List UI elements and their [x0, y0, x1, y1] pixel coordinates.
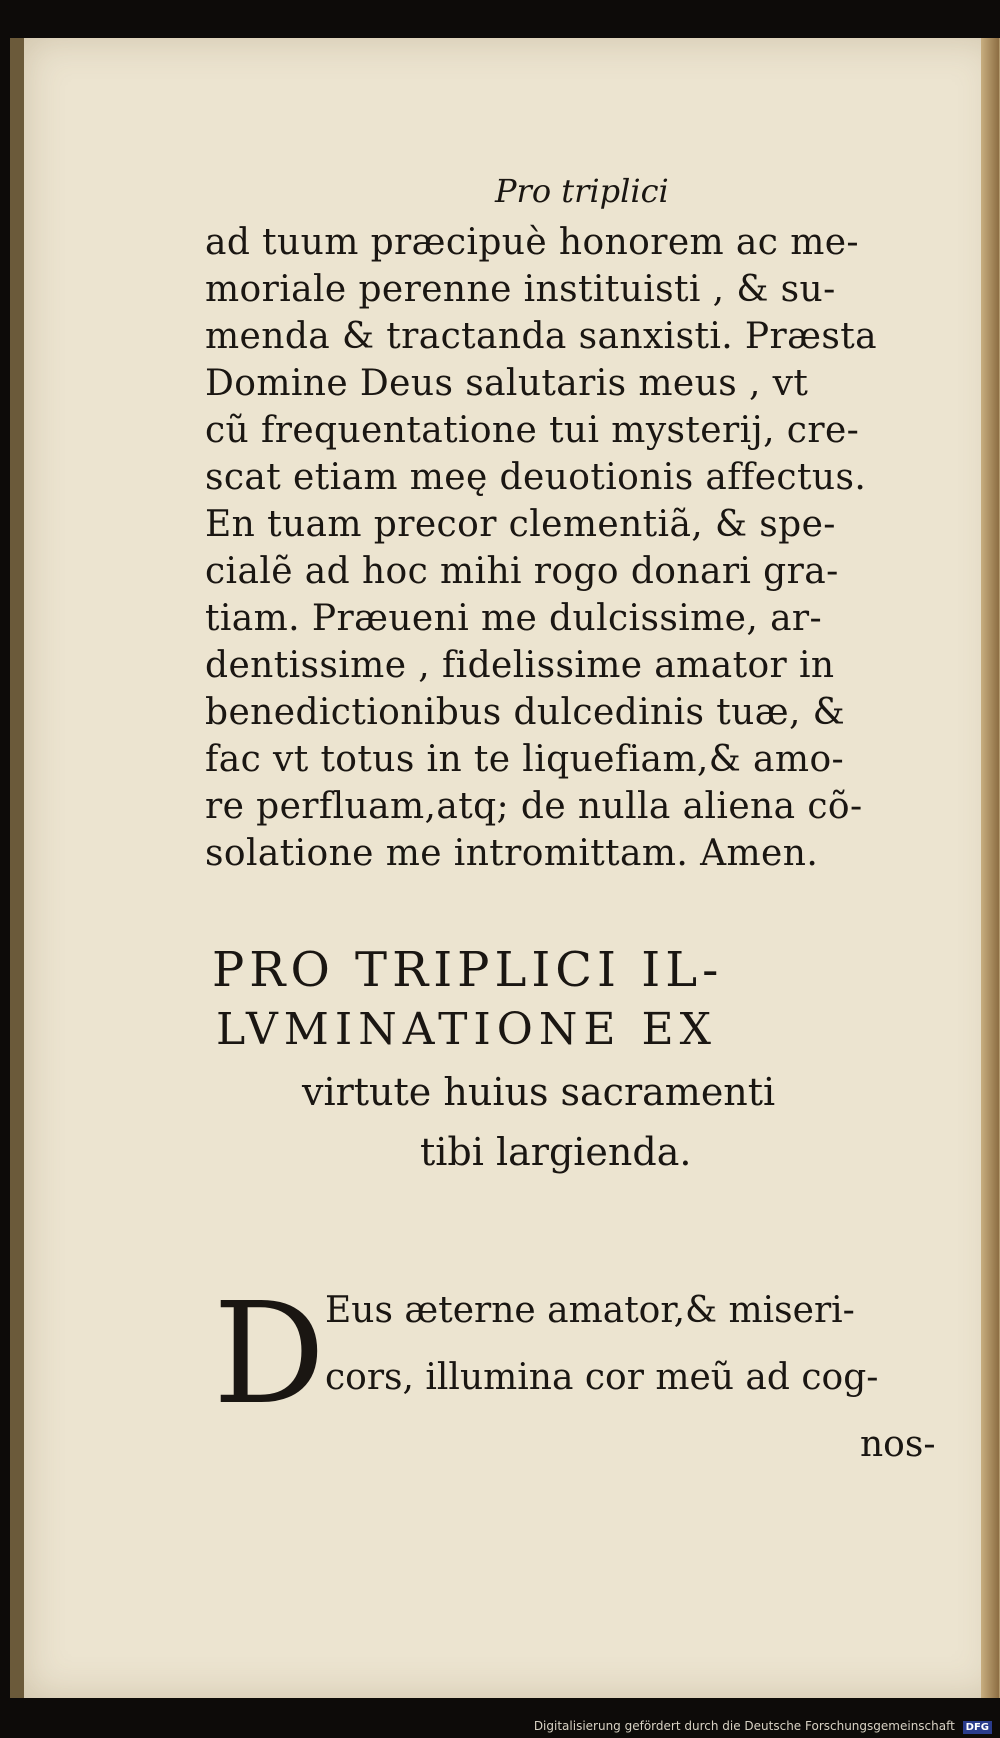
body-line-9: tiam. Præueni me dulcissime, ar- [205, 598, 823, 639]
section-heading-line-3: virtute huius sacramenti [302, 1070, 776, 1114]
dropcap-line-1: Eus æterne amator,& miseri- [325, 1290, 855, 1331]
body-line-11: benedictionibus dulcedinis tuæ, & [205, 692, 846, 733]
body-line-13: re perfluam,atq; de nulla aliena cõ- [205, 786, 863, 827]
digitization-credit [534, 1719, 992, 1734]
running-head: Pro triplici [495, 172, 669, 210]
body-line-14: solatione me intromittam. Amen. [205, 833, 819, 874]
dfg-logo: DFG [963, 1721, 992, 1734]
body-line-4: Domine Deus salutaris meus , vt [205, 363, 809, 404]
body-line-8: cialẽ ad hoc mihi rogo donari gra- [205, 551, 839, 592]
body-line-1: ad tuum præcipuè honorem ac me- [205, 222, 860, 263]
body-line-3: menda & tractanda sanxisti. Præsta [205, 316, 877, 357]
section-heading-line-1: PRO TRIPLICI IL- [212, 942, 724, 998]
page-edge [981, 38, 999, 1698]
body-line-5: cũ frequentatione tui mysterij, cre- [205, 410, 860, 451]
credit-text: Digitalisierung gefördert durch die Deutsche Forschungsgemeinschaft [533, 1719, 955, 1733]
body-line-6: scat etiam meę deuotionis affectus. [205, 457, 867, 498]
body-line-10: dentissime , fidelissime amator in [205, 645, 835, 686]
body-line-12: fac vt totus in te liquefiam,& amo- [205, 739, 845, 780]
dropcap-line-2: cors, illumina cor meũ ad cog- [325, 1357, 879, 1398]
section-heading-line-4: tibi largienda. [420, 1130, 692, 1174]
section-heading-line-2: LVMINATIONE EX [216, 1004, 717, 1055]
body-line-7: En tuam precor clementiã, & spe- [205, 504, 836, 545]
body-line-2: moriale perenne instituisti , & su- [205, 269, 836, 310]
drop-cap-initial: D [213, 1273, 326, 1436]
catchword: nos- [860, 1424, 936, 1465]
